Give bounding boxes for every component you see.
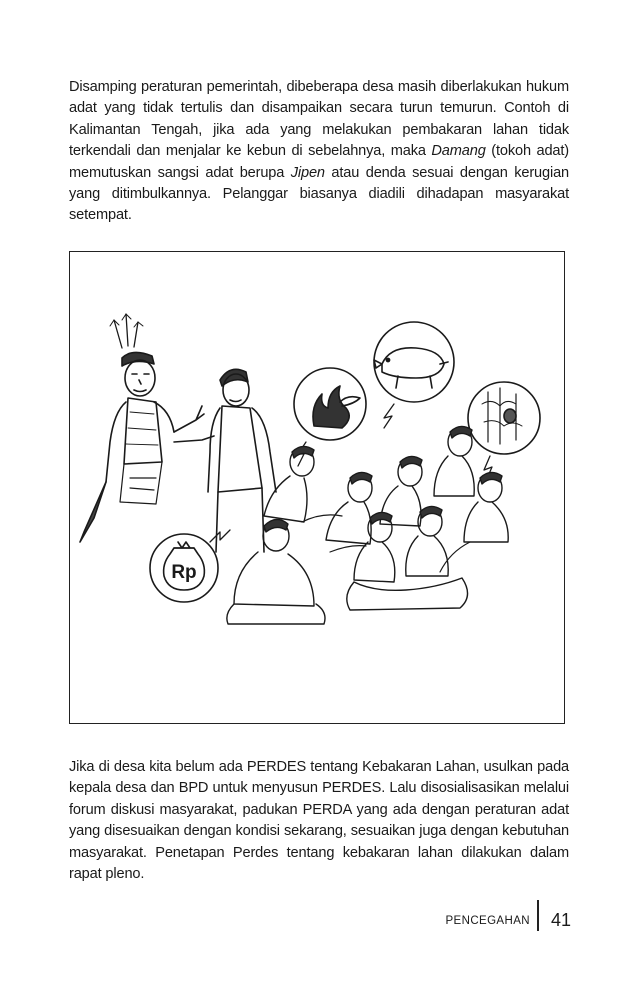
term-jipen: Jipen	[290, 164, 325, 181]
village-trial-illustration	[70, 252, 563, 722]
pig-thought-bubble	[374, 322, 454, 428]
footer-divider	[537, 900, 539, 931]
forest-thought-bubble	[468, 382, 540, 481]
paragraph-text-2: (tokoh adat) memutuskan sangsi adat berupa	[69, 143, 570, 181]
intro-paragraph	[69, 77, 569, 227]
villagers-crowd	[227, 426, 508, 624]
damang-figure	[80, 314, 214, 542]
paragraph-text-3: atau denda sesuai dengan kerugian yang ditimbulkannya. Pelanggar biasanya diadili dihadapan masyarakat setempat.	[69, 164, 570, 224]
money-bag-bubble	[150, 530, 230, 602]
section-label: PENCEGAHAN	[445, 915, 530, 927]
term-damang: Damang	[431, 143, 486, 160]
rupiah-label: Rp	[171, 562, 197, 583]
recommendation-paragraph: Jika di desa kita belum ada PERDES tentang Kebakaran Lahan, usulkan pada kepala desa dan BPD untuk menyusun PERDES. Lalu disosialisasikan melalui forum diskusi masyarakat, padukan PERDA yang ada dengan peraturan adat yang disesuaikan dengan kondisi sekarang, sesuaikan juga dengan kebutuhan masyarakat. Penetapan Perdes tentang kebakaran lahan dilakukan dalam rapat pleno.	[69, 759, 569, 883]
page-number: 41	[551, 910, 572, 930]
illustration-frame	[69, 251, 565, 724]
paragraph-text-1: Disamping peraturan pemerintah, dibeberapa desa masih diberlakukan hukum adat yang tidak tertulis dan disampaikan secara turun temurun. Contoh di Kalimantan Tengah, jika ada yang melakukan pembakaran lahan tidak terkendali dan menjalar ke kebun di sebelahnya, maka	[69, 79, 569, 160]
